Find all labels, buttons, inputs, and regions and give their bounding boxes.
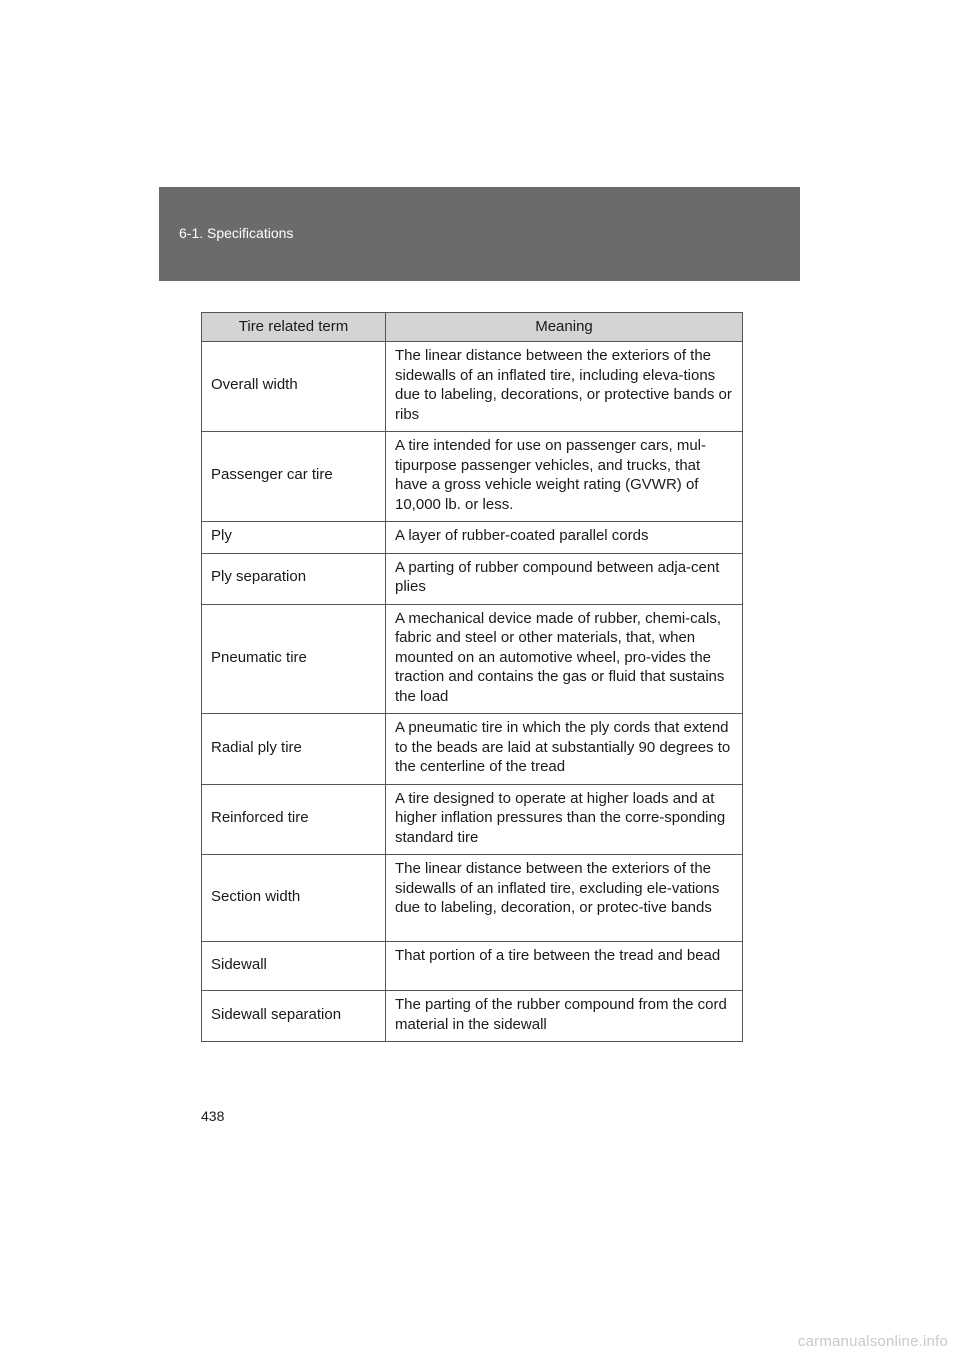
meaning-cell: A mechanical device made of rubber, chemi-cals, fabric and steel or other materials, that, when mounted on an automotive wheel, pro-vides the traction and contains the gas or fluid that sustains the load bbox=[386, 604, 743, 714]
meaning-cell: That portion of a tire between the tread and bead bbox=[386, 942, 743, 991]
term-cell: Sidewall separation bbox=[202, 991, 386, 1042]
watermark: carmanualsonline.info bbox=[797, 1333, 948, 1350]
term-cell: Ply separation bbox=[202, 553, 386, 604]
meaning-cell: A layer of rubber-coated parallel cords bbox=[386, 522, 743, 554]
table-row bbox=[202, 855, 743, 942]
meaning-cell: The linear distance between the exteriors of the sidewalls of an inflated tire, including eleva-tions due to labeling, decorations, or protective bands or ribs bbox=[386, 342, 743, 432]
page-number: 438 bbox=[201, 1108, 225, 1124]
term-cell: Overall width bbox=[202, 342, 386, 432]
meaning-cell: A parting of rubber compound between adja-cent plies bbox=[386, 553, 743, 604]
column-header-term: Tire related term bbox=[202, 313, 386, 342]
term-cell: Reinforced tire bbox=[202, 784, 386, 855]
meaning-cell: The parting of the rubber compound from the cord material in the sidewall bbox=[386, 991, 743, 1042]
table-row bbox=[202, 522, 743, 554]
meaning-cell: A tire intended for use on passenger cars, mul-tipurpose passenger vehicles, and trucks, that have a gross vehicle weight rating (GVWR) of 10,000 lb. or less. bbox=[386, 432, 743, 522]
meaning-cell: A tire designed to operate at higher loads and at higher inflation pressures than the corre-sponding standard tire bbox=[386, 784, 743, 855]
section-header-band bbox=[159, 187, 800, 281]
term-cell: Ply bbox=[202, 522, 386, 554]
table-row bbox=[202, 432, 743, 522]
term-cell: Section width bbox=[202, 855, 386, 942]
table-row bbox=[202, 942, 743, 991]
column-header-meaning: Meaning bbox=[386, 313, 743, 342]
table-row bbox=[202, 553, 743, 604]
table-row bbox=[202, 342, 743, 432]
meaning-cell: A pneumatic tire in which the ply cords that extend to the beads are laid at substantially 90 degrees to the centerline of the tread bbox=[386, 714, 743, 785]
tire-terms-table bbox=[201, 312, 743, 1042]
table-header-row bbox=[202, 313, 743, 342]
meaning-cell: The linear distance between the exteriors of the sidewalls of an inflated tire, excluding ele-vations due to labeling, decoration, or protec-tive bands bbox=[386, 855, 743, 942]
table-row bbox=[202, 991, 743, 1042]
term-cell: Passenger car tire bbox=[202, 432, 386, 522]
section-title: 6-1. Specifications bbox=[179, 225, 294, 241]
term-cell: Radial ply tire bbox=[202, 714, 386, 785]
term-cell: Sidewall bbox=[202, 942, 386, 991]
table-row bbox=[202, 604, 743, 714]
table-row bbox=[202, 714, 743, 785]
tire-terms-table-container bbox=[201, 312, 742, 1042]
term-cell: Pneumatic tire bbox=[202, 604, 386, 714]
table-row bbox=[202, 784, 743, 855]
